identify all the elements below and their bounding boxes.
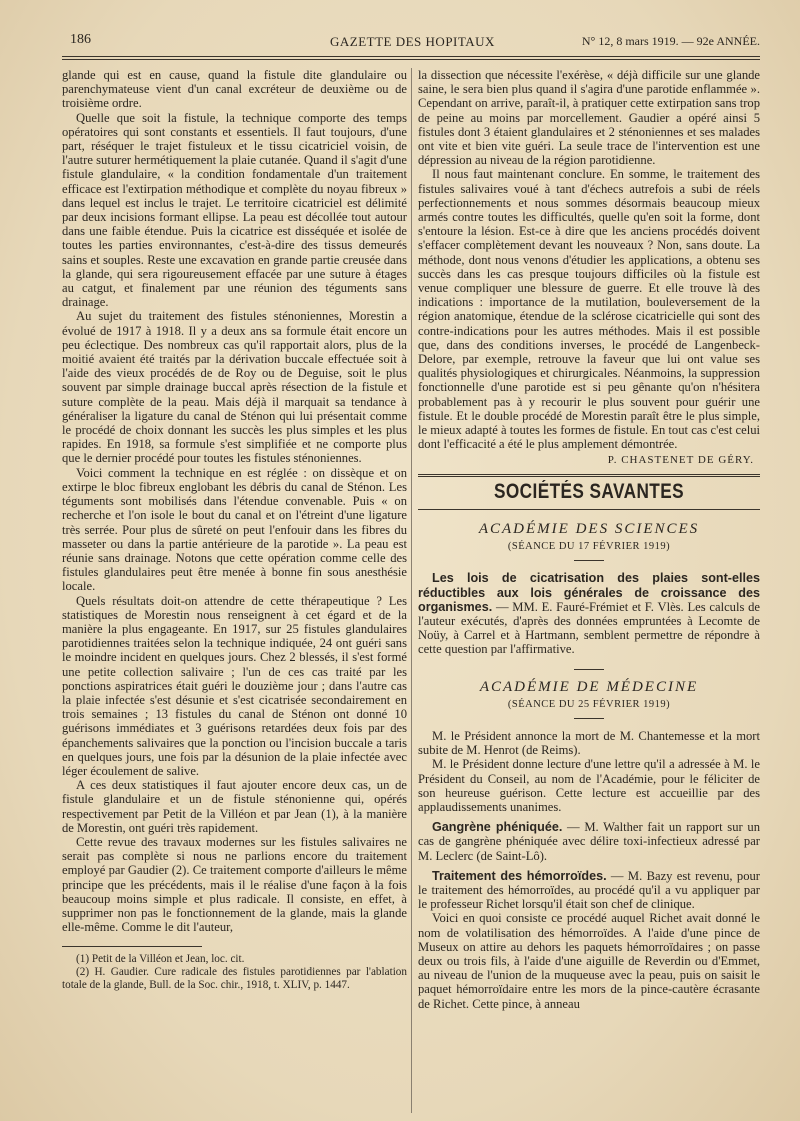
communication-headline: Traitement des hémorroïdes. [432, 868, 607, 883]
communication-headline: Gangrène phéniquée. [432, 820, 563, 835]
communication-body: — M. Walther fait un rapport sur un cas de gangrène phéniquée avec délire toxi-infectieux adressé par M. Leclerc (de Saint-Lô). [418, 820, 760, 863]
seance-date: (SÉANCE DU 17 FÉVRIER 1919) [507, 541, 671, 553]
author-signature: P. CHASTENET DE GÉRY. [607, 454, 754, 467]
small-divider [574, 718, 604, 719]
left-paragraph: glande qui est en cause, quand la fistule dite glandulaire ou parenchymateuse vient d'un canal excréteur de deuxième ou de troisième ordre. [62, 68, 407, 111]
header-rule-secondary [62, 59, 760, 60]
left-paragraph: Quels résultats doit-on attendre de cette thérapeutique ? Les statistiques de Morestin nous renseignent à cet égard et de la manière la plus engageante. En 1917, sur 25 fistules glandulaires parotidiennes traitées selon la technique indiquée, 24 ont guéri sans le moindre incident en quelques jours. Chez 2 blessés, il s'est formé une petite collection salivaire ; l'un de ces cas traité par les ponctions aspiratrices était guéri le douzième jour ; dans l'autre cas la plaie infectée s'est désunie et s'est cicatrisée secondairement en trois semaines ; 13 fistules du canal de Sténon ont donné 10 guérisons immédiates et 3 guérisons retardées deux fois par des épanchements salivaires que la ponction ou l'incision buccale a taris en quelques jours, une fois par la désunion de la plaie infectée avec léger écoulement de salive. [62, 593, 407, 778]
left-paragraph: A ces deux statistiques il faut ajouter encore deux cas, un de fistule glandulaire et un de fistule sténonienne qui, opérés respectivement par Petit de la Villéon et par Jean (1), à la manière de Morestin, ont guéri très rapidement. [62, 778, 407, 835]
issue-info: N° 12, 8 mars 1919. — 92e ANNÉE. [581, 34, 760, 48]
seance-date: (SÉANCE DU 25 FÉVRIER 1919) [507, 698, 671, 710]
section-divider [418, 474, 760, 477]
page-header [62, 30, 760, 52]
journal-title: GAZETTE DES HOPITAUX [330, 34, 495, 49]
header-rule [62, 56, 760, 57]
section-title-rule [418, 509, 760, 510]
footnote: (1) Petit de la Villéon et Jean, loc. cit. [76, 953, 245, 966]
medecine-paragraph: Voici en quoi consiste ce procédé auquel Richet avait donné le nom de volatilisation des hémorroïdes. A l'aide d'une pince de Museux on attire au dehors les paquets hémorroïdaires ; on passe deux ou trois fils, à l'aide d'une aiguille de Reverdin ou d'Emmet, au niveau de l'union de la muqueuse avec la peau, puis on saisit le paquet hémorroïdaire entre les mors de la pince-cautère écrasante de Richet. Cette pince, à anneau [418, 911, 760, 1011]
communication [418, 820, 760, 863]
left-paragraph: Voici comment la technique en est réglée : on dissèque et on extirpe le bloc fibreux englobant les débris du canal de Sténon. Les téguments sont mobilisés dans l'étendue convenable. Puis « on recherche et l'on isole le bout du canal et on l'étreint d'une ligature très serrée. Pour plus de sûreté on peut l'enfouir dans les fibres du masseter ou dans la partie antérieure de la parotide ». La peau est réunie sans drainage. Notons que cette opération comme celle des fistules glandulaires peut être menée à bonne fin sous anesthésie locale. [62, 465, 407, 594]
medecine-paragraph: M. le Président donne lecture d'une lettre qu'il a adressée à M. le Président du Conseil, au nom de l'Académie, pour le féliciter de son heureuse guérison. Cette lecture est accueillie par des applaudissements unanimes. [418, 757, 760, 814]
right-paragraph: la dissection que nécessite l'exérèse, « déjà difficile sur une glande saine, le sera bien plus quand il s'agira d'une parotide enflammée ». Cependant on arrive, paraît-il, à pratiquer cette extirpation sans trop de peine au moins par morcellement. Gaudier a opéré ainsi 5 fistules dont 3 étaient glandulaires et 2 sténoniennes et ses malades ont vite et bien vite guéri. La seule trace de l'intervention est une dépression au niveau de la région parotidienne. [418, 68, 760, 168]
right-column [418, 68, 760, 1011]
communication-body: — M. Bazy est revenu, pour le traitement des hémorroïdes, au procédé qu'il a vu appliquer par le professeur Richet lorsqu'il était son chef de clinique. [418, 868, 760, 912]
left-paragraph: Cette revue des travaux modernes sur les fistules salivaires ne serait pas complète si nous ne parlions encore du traitement employé par Gaudier (2). Ce traitement comporte d'ailleurs le même principe que les précédents, mais il le réalise d'une façon à la fois beaucoup moins simple et plus radicale. Il consiste, en effet, à supprimer non pas le fonctionnement de la glande, mais la glande elle-même. Comme le dit l'auteur, [62, 834, 407, 935]
left-column [62, 68, 407, 992]
footnote: (2) H. Gaudier. Cure radicale des fistules parotidiennes par l'ablation totale de la glande, Bull. de la Soc. chir., 1918, t. XLIV, p. 1447. [62, 966, 407, 992]
communication-headline: Les lois de cicatrisation des plaies sont-elles réductibles aux lois générales de croissance des organismes. [418, 571, 760, 614]
small-divider [574, 669, 604, 670]
communication [418, 571, 760, 656]
communication [418, 869, 760, 912]
page-number: 186 [70, 32, 91, 47]
footnote-divider [62, 946, 202, 947]
column-divider [411, 68, 412, 1113]
academie-sciences-title: ACADÉMIE DES SCIENCES [478, 520, 700, 537]
left-paragraph: Au sujet du traitement des fistules sténoniennes, Morestin a évolué de 1917 à 1918. Il y a deux ans sa formule était encore un peu éclectique. Des nombreux cas qu'il rapportait alors, plus de la moitié avaient été traités par la dérivation buccale effectuée soit à l'aide des vieux procédés de de Roy ou de Deguise, soit le plus souvent par simple drainage buccal après résection de la fistule et suture complète de la peau. Mais déjà il marquait sa tendance à généraliser la ligature du canal de Sténon qui lui présentait comme le procédé de choix donnant les succès les plus simples et les plus rapides. En 1918, sa formule s'est simplifiée et ne comporte plus que le dernier procédé pour toutes les fistules sténoniennes. [62, 309, 407, 466]
left-paragraph: Quelle que soit la fistule, la technique comporte des temps opératoires qui sont constants et essentiels. Il faut toujours, d'une part, réséquer le trajet fistuleux et le tissu cicatriciel voisin, de l'autre suturer hermétiquement la plaie cutanée. Quand il s'agit d'une fistule glandulaire, « la condition fondamentale d'un traitement efficace est l'extirpation méthodique et complète du noyau fibreux » dans lequel est inclus le trajet. Le territoire cicatriciel est délimité par deux incisions formant ellipse. La peau est décollée tout autour dans une faible étendue. Puis la cicatrice est disséquée et isolée de toutes les parties environnantes, c'est-à-dire des tissus demeurés sains et souples. Reste une excavation en grande partie creusée dans la glande, qui sera rigoureusement effacée par une suture à étages au catgut, et finalement par une réunion des téguments sans drainage. [62, 110, 407, 310]
right-paragraph: Il nous faut maintenant conclure. En somme, le traitement des fistules salivaires voué à tant d'échecs autrefois a subi de réels perfectionnements et nous sommes désormais beaucoup mieux armés contre toutes les difficultés, quelle qu'en soit la forme, dont s'entoure la lésion. Est-ce à dire que les anciens procédés doivent s'effacer complètement devant les nouveaux ? Non, sans doute. La méthode, dont nous venons d'étudier les applications, a obtenu ses succès dans les cas presque toujours difficiles où la fistule est venue compliquer une blessure de guerre. Et elle trouve là des indications : importance de la mutilation, bouleversement de la région anatomique, étendue de la sclérose cicatricielle qui sont des contre-indications pour les autres méthodes. Mais il est possible que, dans des conditions inverses, le procédé de Langenbeck-Delore, par exemple, retrouve la faveur que lui ont value ses qualités physiologiques et chirurgicales. Néanmoins, la suppression fonctionnelle d'une parotide est si peu gênante qu'on n'hésitera probablement pas à y recourir le plus souvent pour guérir une fistule. Et le double procédé de Morestin paraît être le plus simple, le mieux adapté à toutes les formes de fistule. En tout cas c'est celui dont l'efficacité a été le plus amplement démontrée. [418, 167, 760, 452]
communication-body: — MM. E. Fauré-Frémiet et F. Vlès. Les calculs de l'auteur exécutés, d'après des données empruntées à Lecomte de Noüy, à Carrel et à Hartmann, semblent permettre de répondre à cette question par l'affirmative. [418, 599, 760, 657]
medecine-paragraph: M. le Président annonce la mort de M. Chantemesse et la mort subite de M. Henrot (de Reims). [418, 728, 760, 758]
small-divider [574, 560, 604, 561]
academie-medecine-title: ACADÉMIE DE MÉDECINE [479, 678, 699, 695]
section-title: SOCIÉTÉS SAVANTES [493, 479, 685, 503]
